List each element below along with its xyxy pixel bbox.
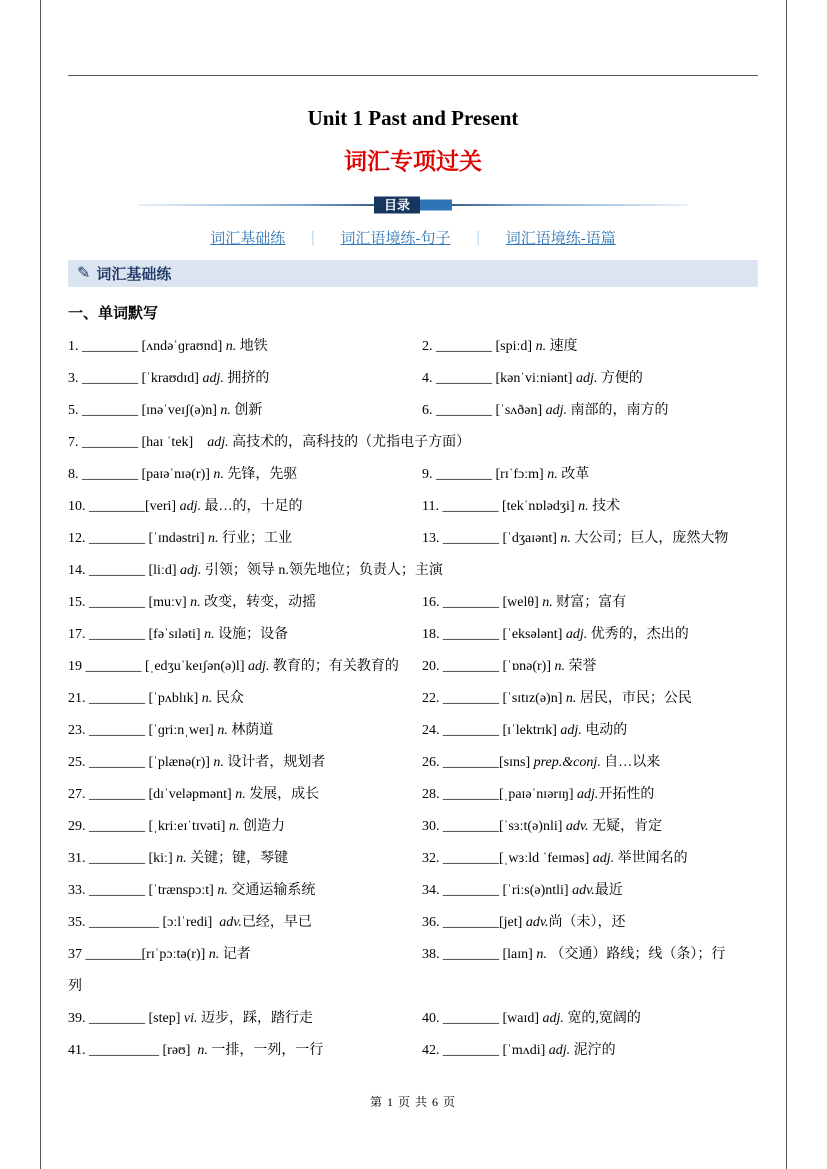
word-item [68, 875, 404, 907]
word-phonetic: [liːd] [148, 563, 180, 578]
word-item [68, 363, 404, 395]
word-item [422, 939, 758, 971]
word-pos: adj. [545, 403, 568, 418]
word-pos: n. [535, 339, 547, 354]
word-item [422, 875, 758, 907]
word-pos: n. [176, 851, 187, 866]
word-meaning: （交通）路线；线（条）；行 [546, 947, 726, 962]
word-meaning: 林荫道 [227, 723, 274, 738]
word-phonetic: [waɪd] [502, 1011, 543, 1026]
answer-blank: ________ [439, 851, 499, 866]
word-meaning: 荣誉 [565, 659, 597, 674]
word-phonetic: [welθ] [502, 595, 543, 610]
word-meaning: 宽的,宽阔的 [563, 1011, 641, 1026]
word-pos: adj. [207, 435, 229, 450]
word-item [68, 555, 758, 587]
answer-blank: ________ [85, 819, 149, 834]
word-pos: adj. [577, 787, 599, 802]
word-meaning: 交通运输系统 [227, 883, 316, 898]
word-number: 3. [68, 371, 79, 386]
word-meaning: 改变，转变，动摇 [200, 595, 317, 610]
word-pos: n. [208, 947, 220, 962]
word-number: 41. [68, 1043, 86, 1058]
word-meaning: 技术 [588, 499, 621, 514]
word-pos: adj. [202, 371, 224, 386]
word-pos: n. [235, 787, 246, 802]
word-number: 33. [68, 883, 86, 898]
word-number: 24. [422, 723, 440, 738]
answer-blank: ________ [78, 467, 142, 482]
answer-blank: ________ [82, 947, 142, 962]
answer-blank: ________ [85, 1011, 149, 1026]
word-number: 34. [422, 883, 440, 898]
answer-blank: ________ [432, 403, 496, 418]
word-phonetic: [jet] [499, 915, 526, 930]
word-number: 39. [68, 1011, 86, 1026]
word-item [68, 459, 404, 491]
word-number: 9. [422, 467, 433, 482]
word-number: 19 [68, 659, 82, 674]
word-phonetic: [ˈɪndəstri] [148, 531, 208, 546]
word-item [68, 1035, 404, 1067]
word-item [422, 587, 758, 619]
word-phonetic: [ˈsɪtɪz(ə)n] [502, 691, 566, 706]
word-pos: n. [207, 531, 219, 546]
page-footer: 第 1 页 共 6 页 [369, 1095, 456, 1109]
nav-separator: | [311, 228, 315, 246]
word-pos: n. [213, 467, 224, 482]
word-item [422, 491, 758, 523]
word-item [422, 843, 758, 875]
answer-blank: ________ [432, 467, 496, 482]
word-phonetic: [dɪˈveləpmənt] [148, 787, 236, 802]
word-number: 2. [422, 339, 433, 354]
word-pos: n. [225, 339, 237, 354]
word-meaning: 已经，早已 [241, 915, 312, 930]
word-phonetic: [ˈsɜːt(ə)nli] [499, 819, 566, 834]
word-meaning: 电动的 [581, 723, 628, 738]
pen-icon: ✎ [77, 264, 91, 282]
word-phonetic: [ˈɡriːnˌweɪ] [148, 723, 218, 738]
word-pos: n. [217, 723, 228, 738]
word-meaning: 设计者，规划者 [223, 755, 326, 770]
word-meaning: 无疑，肯定 [588, 819, 663, 834]
word-item [422, 363, 758, 395]
word-phonetic: [ˌpaɪəˈnɪərɪŋ] [499, 787, 578, 802]
answer-blank: ________ [85, 723, 149, 738]
word-pos: n. [554, 659, 566, 674]
word-item [422, 1003, 758, 1035]
answer-blank: ________ [439, 1043, 503, 1058]
answer-blank: ________ [85, 499, 145, 514]
word-number: 14. [68, 563, 86, 578]
word-item [422, 395, 758, 427]
word-number: 23. [68, 723, 86, 738]
word-number: 1. [68, 339, 79, 354]
word-item [68, 651, 404, 683]
answer-blank: ________ [439, 883, 503, 898]
word-pos: adv. [219, 915, 242, 930]
word-item [422, 907, 758, 939]
word-meaning: 创造力 [239, 819, 285, 834]
word-phonetic: [tekˈnɒlədʒi] [501, 499, 579, 514]
word-phonetic: [kənˈviːniənt] [495, 371, 576, 386]
word-item [68, 587, 404, 619]
word-item [422, 747, 758, 779]
answer-blank: ________ [439, 915, 499, 930]
word-item [68, 811, 404, 843]
word-meaning: 速度 [546, 339, 578, 354]
word-meaning: 大公司；巨人，庞然大物 [570, 531, 729, 546]
word-phonetic: [ˈtrænspɔːt] [148, 883, 218, 898]
word-meaning: 行业；工业 [218, 531, 292, 546]
word-number: 18. [422, 627, 440, 642]
toc-label: 目录 [374, 197, 420, 214]
word-meaning: 发展，成长 [245, 787, 320, 802]
page-border-left [40, 0, 41, 1169]
answer-blank: ________ [432, 339, 496, 354]
toc-divider [138, 196, 688, 214]
word-phonetic: [veri] [145, 499, 180, 514]
document-subtitle: 词汇专项过关 [344, 149, 482, 174]
word-meaning: 教育的；有关教育的 [269, 659, 399, 674]
answer-blank: ________ [85, 595, 149, 610]
word-meaning: 财富；富有 [552, 595, 627, 610]
word-item [68, 395, 404, 427]
word-meaning: 最近 [594, 883, 623, 898]
word-pos: adj. [565, 627, 588, 642]
word-number: 25. [68, 755, 86, 770]
word-phonetic: [spiːd] [495, 339, 536, 354]
word-number: 5. [68, 403, 79, 418]
word-pos: adv. [525, 915, 549, 930]
word-phonetic: [rɪˈpɔːtə(r)] [141, 947, 209, 962]
word-pos: prep.&conj. [533, 755, 601, 770]
nav-separator: | [476, 228, 480, 246]
word-number: 31. [68, 851, 86, 866]
word-meaning: 南部的，南方的 [567, 403, 669, 418]
word-meaning: 方便的 [597, 371, 643, 386]
word-pos: n. [560, 531, 571, 546]
word-number: 17. [68, 627, 86, 642]
word-phonetic: [laɪn] [502, 947, 537, 962]
answer-blank: ________ [439, 755, 499, 770]
word-number: 21. [68, 691, 86, 706]
answer-blank: ________ [78, 371, 142, 386]
answer-blank: __________ [85, 915, 163, 930]
answer-blank: ________ [85, 755, 149, 770]
word-number: 20. [422, 659, 440, 674]
word-phonetic: [paɪəˈnɪə(r)] [141, 467, 214, 482]
word-number: 15. [68, 595, 86, 610]
word-phonetic: [ˈeksələnt] [502, 627, 566, 642]
answer-blank: ________ [78, 339, 142, 354]
word-meaning: 拥挤的 [223, 371, 270, 386]
word-item [422, 619, 758, 651]
word-item [68, 939, 404, 971]
word-pos: adj. [542, 1011, 564, 1026]
word-item [422, 683, 758, 715]
word-pos: adj. [180, 563, 202, 578]
word-meaning: 高技术的，高科技的（尤指电子方面） [228, 435, 471, 450]
word-phonetic: [step] [148, 1011, 184, 1026]
answer-blank: __________ [85, 1043, 163, 1058]
answer-blank: ________ [85, 627, 149, 642]
word-meaning: 自…以来 [600, 755, 661, 770]
word-item [422, 331, 758, 363]
word-item [68, 907, 404, 939]
word-pos: n. [201, 691, 213, 706]
answer-blank: ________ [439, 947, 503, 962]
word-pos: n. [220, 403, 231, 418]
word-pos: vi. [183, 1011, 198, 1026]
answer-blank: ________ [439, 819, 499, 834]
word-item [422, 779, 758, 811]
word-meaning: 尚（未），还 [548, 915, 626, 930]
word-phonetic: [muːv] [148, 595, 191, 610]
word-number: 42. [422, 1043, 440, 1058]
word-phonetic: [kiː] [148, 851, 177, 866]
answer-blank: ________ [82, 659, 145, 674]
toc-nav [68, 227, 758, 248]
word-meaning: 优秀的，杰出的 [587, 627, 689, 642]
page-content [68, 76, 758, 1110]
toc-center [374, 197, 452, 214]
answer-blank: ________ [439, 1011, 503, 1026]
word-item [422, 811, 758, 843]
answer-blank: ________ [438, 499, 502, 514]
word-meaning: 一排，一列，一行 [207, 1043, 324, 1058]
answer-blank: ________ [439, 659, 503, 674]
word-number: 32. [422, 851, 440, 866]
word-item [422, 523, 758, 555]
word-phonetic: [ˈpʌblɪk] [148, 691, 202, 706]
word-item [68, 427, 758, 459]
word-item [68, 619, 404, 651]
word-number: 40. [422, 1011, 440, 1026]
word-phonetic: [ɪˈlektrɪk] [502, 723, 561, 738]
word-number: 13. [422, 531, 440, 546]
word-meaning: 开拓性的 [598, 787, 655, 802]
word-pos: adv. [565, 819, 589, 834]
word-meaning: 先锋，先驱 [223, 467, 298, 482]
word-meaning: 最…的，十足的 [200, 499, 303, 514]
word-number: 35. [68, 915, 86, 930]
word-meaning: 泥泞的 [570, 1043, 616, 1058]
word-meaning: 引领；领导 n.领先地位；负责人；主演 [201, 563, 443, 578]
word-pos: n. [213, 755, 224, 770]
word-item [422, 459, 758, 491]
word-pos: adj. [548, 1043, 571, 1058]
answer-blank: ________ [432, 371, 496, 386]
word-item [68, 683, 404, 715]
nav-link-basics[interactable]: 词汇基础练 [210, 231, 286, 247]
word-item [68, 331, 404, 363]
word-pos: n. [542, 595, 553, 610]
word-number: 8. [68, 467, 79, 482]
word-number: 11. [422, 499, 439, 514]
word-phonetic: [haɪ ˈtek] [141, 435, 208, 450]
word-item [68, 747, 404, 779]
page-border-right [786, 0, 787, 1169]
word-number: 37 [68, 947, 82, 962]
word-phonetic: [rəʊ] [162, 1043, 198, 1058]
word-item [68, 491, 404, 523]
word-meaning: 设施；设备 [214, 627, 289, 642]
subsection-heading: 一、单词默写 [68, 306, 159, 322]
word-number: 36. [422, 915, 440, 930]
word-meaning: 迈步，踩，踏行走 [197, 1011, 313, 1026]
word-pos: n. [217, 883, 228, 898]
answer-blank: ________ [439, 531, 503, 546]
word-pos: adj. [575, 371, 598, 386]
answer-blank: ________ [439, 723, 503, 738]
word-phonetic: [ˈdʒaɪənt] [502, 531, 561, 546]
word-phonetic: [ˈɒnə(r)] [502, 659, 555, 674]
answer-blank: ________ [85, 691, 149, 706]
answer-blank: ________ [85, 787, 149, 802]
word-item [422, 715, 758, 747]
word-phonetic: [ʌndəˈɡraʊnd] [141, 339, 226, 354]
word-phonetic: [ˌedʒuˈkeɪʃən(ə)l] [145, 659, 248, 674]
word-pos: n. [578, 499, 589, 514]
answer-blank: ________ [78, 435, 142, 450]
word-phonetic: [rɪˈfɔːm] [495, 467, 548, 482]
word-number: 16. [422, 595, 440, 610]
word-number: 10. [68, 499, 86, 514]
word-phonetic: [sɪns] [499, 755, 534, 770]
word-list [68, 331, 758, 1067]
word-phonetic: [ˈkraʊdɪd] [141, 371, 203, 386]
word-item [68, 715, 404, 747]
answer-blank: ________ [439, 787, 499, 802]
answer-blank: ________ [85, 531, 149, 546]
toc-accent-block [420, 200, 452, 211]
word-meaning: 关键；键，琴键 [186, 851, 289, 866]
word-meaning: 改革 [557, 467, 590, 482]
word-meaning: 地铁 [236, 339, 268, 354]
word-item [68, 1003, 404, 1035]
answer-blank: ________ [85, 851, 149, 866]
word-item [422, 1035, 758, 1067]
word-meaning: 民众 [212, 691, 244, 706]
word-number: 29. [68, 819, 86, 834]
word-phonetic: [ˈsʌðən] [495, 403, 546, 418]
word-item [68, 779, 404, 811]
answer-blank: ________ [78, 403, 142, 418]
word-pos: n. [565, 691, 577, 706]
word-meaning: 举世闻名的 [614, 851, 688, 866]
word-pos: n. [204, 627, 215, 642]
word-meaning: 记者 [219, 947, 251, 962]
word-pos: n. [547, 467, 558, 482]
word-pos: n. [197, 1043, 208, 1058]
word-pos: adj. [247, 659, 270, 674]
word-pos: adj. [560, 723, 582, 738]
answer-blank: ________ [85, 563, 149, 578]
word-number: 27. [68, 787, 86, 802]
word-phonetic: [ˈplænə(r)] [148, 755, 214, 770]
nav-link-sentences[interactable]: 词汇语境练-句子 [340, 231, 451, 247]
section-header-bar [68, 260, 758, 287]
word-phonetic: [ˌwɜːld ˈfeɪməs] [499, 851, 593, 866]
word-number: 38. [422, 947, 440, 962]
word-pos: adv. [572, 883, 595, 898]
section-header-label: 词汇基础练 [96, 267, 172, 283]
nav-link-passages[interactable]: 词汇语境练-语篇 [505, 231, 616, 247]
word-phonetic: [ˈmʌdi] [502, 1043, 549, 1058]
word-number: 26. [422, 755, 440, 770]
answer-blank: ________ [85, 883, 149, 898]
word-pos: n. [228, 819, 240, 834]
word-meaning: 创新 [230, 403, 263, 418]
word-number: 6. [422, 403, 433, 418]
word-pos: n. [536, 947, 547, 962]
word-pos: n. [190, 595, 201, 610]
word-number: 28. [422, 787, 440, 802]
document-title: Unit 1 Past and Present [307, 106, 519, 130]
word-phonetic: [fəˈsɪləti] [148, 627, 205, 642]
word-item [68, 523, 404, 555]
word-phonetic: [ɔːlˈredi] [162, 915, 220, 930]
word-phonetic: [ˈriːs(ə)ntli] [502, 883, 573, 898]
word-phonetic: [ˌkriːeɪˈtɪvəti] [148, 819, 229, 834]
word-number: 7. [68, 435, 79, 450]
word-continuation: 列 [68, 979, 82, 994]
word-item [422, 651, 758, 683]
word-pos: adj. [179, 499, 201, 514]
word-pos: adj. [592, 851, 615, 866]
answer-blank: ________ [439, 691, 503, 706]
word-number: 12. [68, 531, 86, 546]
word-number: 22. [422, 691, 440, 706]
word-meaning: 居民，市民；公民 [576, 691, 692, 706]
answer-blank: ________ [439, 595, 503, 610]
word-number: 4. [422, 371, 433, 386]
answer-blank: ________ [439, 627, 503, 642]
word-number: 30. [422, 819, 440, 834]
word-phonetic: [ɪnəˈveɪʃ(ə)n] [141, 403, 221, 418]
word-item [68, 843, 404, 875]
